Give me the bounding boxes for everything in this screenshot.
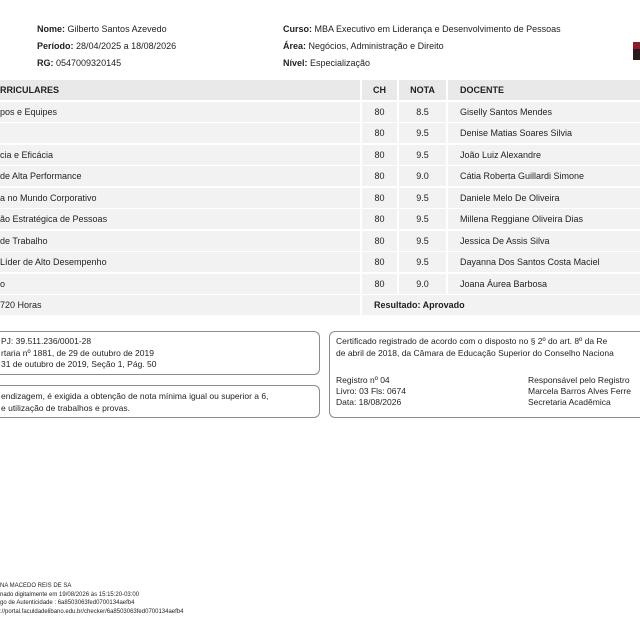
teacher-cell: João Luiz Alexandre xyxy=(448,145,640,165)
workload-cell: 80 xyxy=(362,274,397,294)
student-period-line xyxy=(37,38,267,55)
subject-cell: pos e Equipes xyxy=(0,102,360,122)
workload-cell: 80 xyxy=(362,188,397,208)
course-name-line xyxy=(283,21,623,38)
registry-date: Data: 18/08/2026 xyxy=(336,397,402,407)
course-level-line xyxy=(283,55,623,72)
table-header-workload: CH xyxy=(362,80,397,100)
workload-cell: 80 xyxy=(362,123,397,143)
student-rg: 0547009320145 xyxy=(56,58,122,68)
table-row xyxy=(0,102,640,122)
registration-details xyxy=(336,375,640,411)
table-row xyxy=(0,209,640,229)
signer-name: NA MACEDO REIS DE SA xyxy=(0,583,72,589)
student-period: 28/04/2025 a 18/08/2026 xyxy=(76,41,177,51)
grade-cell: 9.5 xyxy=(399,252,446,272)
student-info xyxy=(37,21,267,72)
registry-book-page: Livro: 03 Fls: 0674 xyxy=(336,386,406,396)
student-name: Gilberto Santos Azevedo xyxy=(67,24,167,34)
table-row xyxy=(0,231,640,251)
teacher-cell: Jessica De Assis Silva xyxy=(448,231,640,251)
grade-cell: 9.5 xyxy=(399,231,446,251)
course-name-label: Curso: xyxy=(283,24,312,34)
registry-responsible xyxy=(528,375,640,408)
table-row xyxy=(0,145,640,165)
grade-cell: 9.0 xyxy=(399,274,446,294)
subject-cell: Líder de Alto Desempenho xyxy=(0,252,360,272)
grade-cell: 8.5 xyxy=(399,102,446,122)
grade-cell: 9.0 xyxy=(399,166,446,186)
workload-cell: 80 xyxy=(362,252,397,272)
table-header-row xyxy=(0,80,640,100)
registry-number: Registro nº 04 xyxy=(336,375,390,385)
subject-cell: a no Mundo Corporativo xyxy=(0,188,360,208)
logo-red-part xyxy=(633,42,640,49)
subject-cell: ão Estratégica de Pessoas xyxy=(0,209,360,229)
signature-timestamp: nado digitalmente em 19/08/2026 às 15:15:20-03:00 xyxy=(0,591,140,598)
course-area-label: Área: xyxy=(283,41,307,51)
course-info xyxy=(283,21,623,72)
table-header-subject: RRICULARES xyxy=(0,80,360,100)
table-row xyxy=(0,123,640,143)
subject-cell: cia e Eficácia xyxy=(0,145,360,165)
result-status: Resultado: Aprovado xyxy=(362,295,640,315)
accreditation-line: rtaria nº 1881, de 29 de outubro de 2019 xyxy=(1,347,154,358)
grade-cell: 9.5 xyxy=(399,145,446,165)
teacher-cell: Giselly Santos Mendes xyxy=(448,102,640,122)
registration-statement-line: de abril de 2018, da Câmara de Educação Superior do Conselho Naciona xyxy=(336,347,614,358)
table-row xyxy=(0,188,640,208)
student-period-label: Período: xyxy=(37,41,74,51)
logo-dark-part xyxy=(633,49,640,60)
workload-cell: 80 xyxy=(362,166,397,186)
accreditation-line: 31 de outubro de 2019, Seção 1, Pág. 50 xyxy=(1,359,157,369)
total-row xyxy=(0,295,640,315)
teacher-cell: Denise Matias Soares Silvia xyxy=(448,123,640,143)
teacher-cell: Joana Áurea Barbosa xyxy=(448,274,640,294)
subject-cell: o xyxy=(0,274,360,294)
subject-cell: de Trabalho xyxy=(0,231,360,251)
course-level: Especialização xyxy=(310,58,371,68)
total-hours: 720 Horas xyxy=(0,295,360,315)
student-name-line xyxy=(37,21,267,38)
grading-criteria-line: endizagem, é exigida a obtenção de nota mínima igual ou superior a 6, xyxy=(1,391,269,401)
workload-cell: 80 xyxy=(362,231,397,251)
authenticity-code: go de Autenticidade : 6a8503063fed0700134aefb4 xyxy=(0,600,135,606)
course-level-label: Nível: xyxy=(283,58,308,68)
grade-cell: 9.5 xyxy=(399,123,446,143)
course-name: MBA Executivo em Liderança e Desenvolvimento de Pessoas xyxy=(314,24,561,34)
responsible-role: Secretaria Acadêmica xyxy=(528,397,611,407)
table-row xyxy=(0,166,640,186)
subject-cell: de Alta Performance xyxy=(0,166,360,186)
registration-statement-line: Certificado registrado de acordo com o disposto no § 2º do art. 8º da Re xyxy=(336,336,608,346)
accreditation-line: PJ: 39.511.236/0001-28 xyxy=(1,336,92,346)
teacher-cell: Cátia Roberta Guillardi Simone xyxy=(448,166,640,186)
student-rg-label: RG: xyxy=(37,58,54,68)
teacher-cell: Millena Reggiane Oliveira Dias xyxy=(448,209,640,229)
grading-criteria-line: e utilização de trabalhos e provas. xyxy=(1,402,130,413)
digital-signature-footer xyxy=(0,582,320,616)
teacher-cell: Dayanna Dos Santos Costa Maciel xyxy=(448,252,640,272)
table-header-grade: NOTA xyxy=(399,80,446,100)
workload-cell: 80 xyxy=(362,102,397,122)
certificate-registration-box xyxy=(329,331,640,418)
institution-accreditation-box xyxy=(0,331,320,375)
responsible-name: Marcela Barros Alves Ferre xyxy=(528,386,631,396)
grade-cell: 9.5 xyxy=(399,209,446,229)
registry-info xyxy=(336,375,516,408)
grading-criteria-box xyxy=(0,385,320,418)
student-rg-line xyxy=(37,55,267,72)
responsible-title: Responsável pelo Registro xyxy=(528,375,630,385)
teacher-cell: Daniele Melo De Oliveira xyxy=(448,188,640,208)
workload-cell: 80 xyxy=(362,145,397,165)
table-row xyxy=(0,252,640,272)
course-area-line xyxy=(283,38,623,55)
course-area: Negócios, Administração e Direito xyxy=(308,41,444,51)
student-name-label: Nome: xyxy=(37,24,66,34)
institution-logo-icon xyxy=(633,42,640,60)
table-row xyxy=(0,274,640,294)
subject-cell xyxy=(0,123,360,143)
grades-table xyxy=(0,80,640,317)
workload-cell: 80 xyxy=(362,209,397,229)
verification-url: ://portal.faculdadelibano.edu.br/checker/6a8503063fed0700134aefb4 xyxy=(0,608,184,615)
table-header-teacher: DOCENTE xyxy=(448,80,640,100)
grade-cell: 9.5 xyxy=(399,188,446,208)
